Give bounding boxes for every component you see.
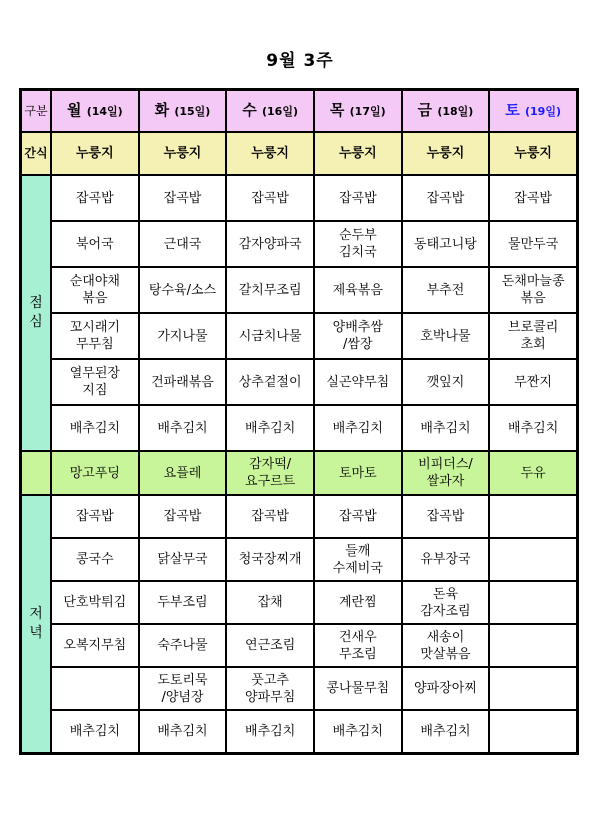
lunch-row: [21, 313, 577, 359]
menu-cell: 순두부 김치국: [314, 221, 402, 267]
day-header: [226, 90, 314, 132]
menu-cell: 배추김치: [51, 405, 139, 451]
menu-cell: 계란찜: [314, 581, 402, 624]
menu-cell: 배추김치: [51, 710, 139, 753]
menu-cell: 콩국수: [51, 538, 139, 581]
menu-cell: 동태고니탕: [402, 221, 490, 267]
menu-cell: 단호박튀김: [51, 581, 139, 624]
menu-cell: 배추김치: [139, 405, 227, 451]
day-header: [314, 90, 402, 132]
menu-cell: 숙주나물: [139, 624, 227, 667]
day-date: (14일): [86, 105, 123, 118]
day-date: (18일): [437, 105, 474, 118]
dinner-row: [21, 624, 577, 667]
lunch-row: [21, 359, 577, 405]
menu-cell: 근대국: [139, 221, 227, 267]
menu-cell: [489, 710, 577, 753]
menu-cell: 양배추쌈 /쌈장: [314, 313, 402, 359]
menu-cell: 누룽지: [139, 132, 227, 175]
menu-cell: 실곤약무침: [314, 359, 402, 405]
menu-cell: 비피더스/ 쌀과자: [402, 451, 490, 495]
menu-cell: 닭살무국: [139, 538, 227, 581]
menu-cell: 배추김치: [314, 405, 402, 451]
menu-cell: 잡곡밥: [314, 495, 402, 538]
menu-cell: 북어국: [51, 221, 139, 267]
menu-cell: 무짠지: [489, 359, 577, 405]
day-name: 토: [505, 101, 520, 119]
menu-cell: 잡곡밥: [226, 495, 314, 538]
menu-cell: [489, 624, 577, 667]
day-name: 금: [417, 101, 433, 119]
menu-cell: 잡곡밥: [402, 175, 490, 221]
menu-cell: 제육볶음: [314, 267, 402, 313]
menu-cell: 두유: [489, 451, 577, 495]
menu-cell: 잡곡밥: [139, 175, 227, 221]
dinner-row: [21, 710, 577, 753]
menu-cell: 배추김치: [402, 710, 490, 753]
menu-cell: 누룽지: [51, 132, 139, 175]
menu-cell: 들깨 수제비국: [314, 538, 402, 581]
dessert-row: [21, 451, 577, 495]
menu-cell: 깻잎지: [402, 359, 490, 405]
menu-cell: 갈치무조림: [226, 267, 314, 313]
lunch-row: [21, 175, 577, 221]
lunch-row: [21, 267, 577, 313]
day-name: 화: [154, 101, 170, 119]
menu-cell: 배추김치: [402, 405, 490, 451]
menu-cell: 돈육 감자조림: [402, 581, 490, 624]
snack-row: [21, 132, 577, 175]
menu-cell: 청국장찌개: [226, 538, 314, 581]
menu-cell: 부추전: [402, 267, 490, 313]
menu-cell: 돈채마늘종 볶음: [489, 267, 577, 313]
menu-cell: 상추겉절이: [226, 359, 314, 405]
menu-cell: 탕수육/소스: [139, 267, 227, 313]
day-header: [139, 90, 227, 132]
dinner-row: [21, 667, 577, 710]
lunch-row: [21, 405, 577, 451]
day-date: (16일): [262, 105, 298, 118]
day-name: 월: [66, 101, 82, 119]
menu-cell: 감자떡/ 요구르트: [226, 451, 314, 495]
corner-label: 구분: [21, 90, 51, 132]
day-name: 목: [329, 101, 345, 119]
dinner-row: [21, 581, 577, 624]
menu-cell: 순대야채 볶음: [51, 267, 139, 313]
menu-cell: [489, 538, 577, 581]
menu-cell: 양파장아찌: [402, 667, 490, 710]
menu-cell: 새송이 맛살볶음: [402, 624, 490, 667]
menu-cell: 잡채: [226, 581, 314, 624]
menu-cell: 누룽지: [489, 132, 577, 175]
day-header: [489, 90, 577, 132]
menu-cell: 두부조림: [139, 581, 227, 624]
menu-cell: [489, 667, 577, 710]
menu-cell: 요플레: [139, 451, 227, 495]
menu-cell: 콩나물무침: [314, 667, 402, 710]
menu-cell: 배추김치: [139, 710, 227, 753]
menu-cell: 배추김치: [226, 405, 314, 451]
snack-label: 간식: [21, 132, 51, 175]
page-title: 9월 3주: [266, 51, 334, 71]
menu-cell: 잡곡밥: [314, 175, 402, 221]
menu-cell: 오복지무침: [51, 624, 139, 667]
dinner-row: [21, 495, 577, 538]
menu-cell: 브로콜리 초회: [489, 313, 577, 359]
menu-cell: 배추김치: [489, 405, 577, 451]
menu-cell: 토마토: [314, 451, 402, 495]
day-date: (15일): [174, 105, 211, 118]
menu-cell: 잡곡밥: [489, 175, 577, 221]
menu-cell: 배추김치: [314, 710, 402, 753]
menu-cell: 호박나물: [402, 313, 490, 359]
menu-cell: [51, 667, 139, 710]
menu-cell: 꼬시래기 무무침: [51, 313, 139, 359]
menu-cell: 누룽지: [226, 132, 314, 175]
menu-cell: 물만두국: [489, 221, 577, 267]
menu-cell: 감자양파국: [226, 221, 314, 267]
day-name: 수: [242, 101, 257, 119]
dessert-label: [21, 451, 51, 495]
menu-cell: 잡곡밥: [51, 175, 139, 221]
menu-cell: 도토리묵 /양념장: [139, 667, 227, 710]
menu-cell: [489, 495, 577, 538]
dinner-section-label: 저 녁: [21, 495, 51, 753]
day-header: [51, 90, 139, 132]
menu-cell: 건새우 무조림: [314, 624, 402, 667]
weekly-menu-table: [19, 88, 579, 755]
lunch-row: [21, 221, 577, 267]
menu-cell: 건파래볶음: [139, 359, 227, 405]
menu-cell: 배추김치: [226, 710, 314, 753]
menu-cell: 잡곡밥: [402, 495, 490, 538]
menu-cell: 열무된장 지짐: [51, 359, 139, 405]
menu-cell: 시금치나물: [226, 313, 314, 359]
dinner-row: [21, 538, 577, 581]
menu-cell: 유부장국: [402, 538, 490, 581]
menu-cell: 잡곡밥: [51, 495, 139, 538]
menu-cell: 누룽지: [402, 132, 490, 175]
lunch-section-label: 점 심: [21, 175, 51, 451]
menu-cell: 풋고추 양파무침: [226, 667, 314, 710]
day-header: [402, 90, 490, 132]
menu-cell: 망고푸딩: [51, 451, 139, 495]
menu-cell: 잡곡밥: [139, 495, 227, 538]
menu-cell: 잡곡밥: [226, 175, 314, 221]
day-date: (19일): [525, 105, 561, 118]
day-date: (17일): [349, 105, 386, 118]
menu-cell: 누룽지: [314, 132, 402, 175]
menu-cell: [489, 581, 577, 624]
header-row: [21, 90, 577, 132]
menu-cell: 가지나물: [139, 313, 227, 359]
menu-cell: 연근조림: [226, 624, 314, 667]
